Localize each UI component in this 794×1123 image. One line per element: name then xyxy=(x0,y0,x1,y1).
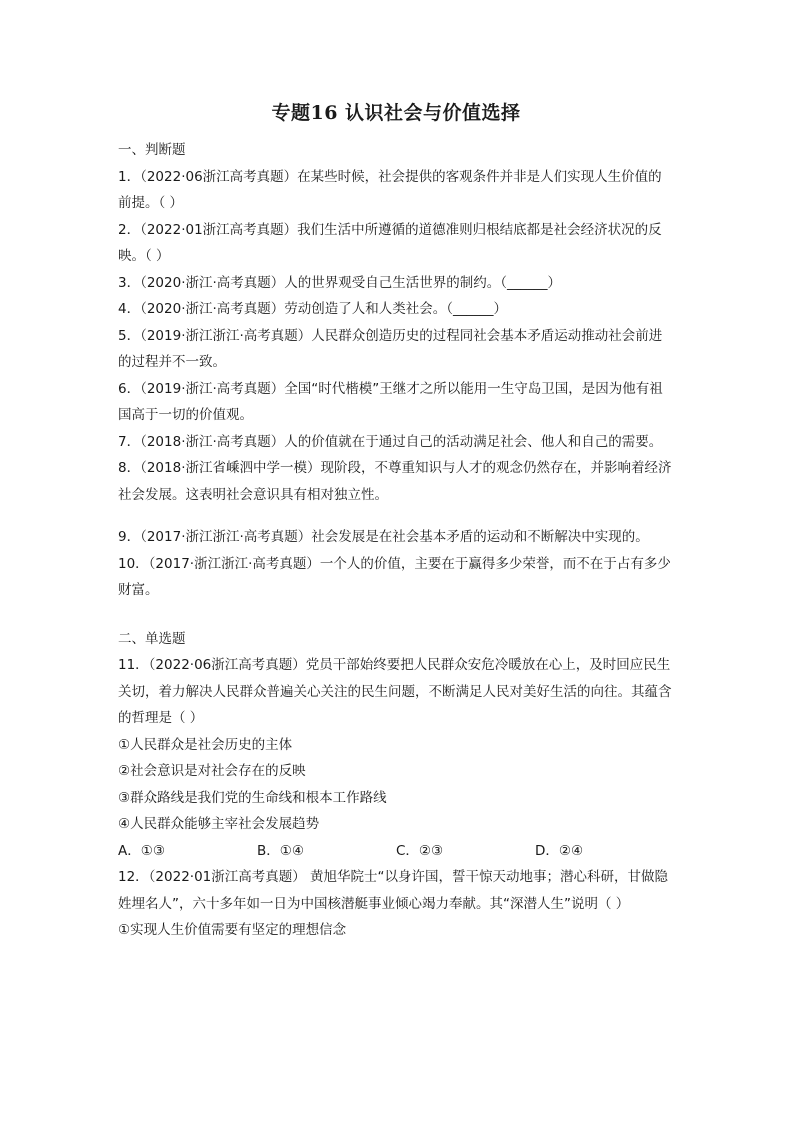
question-10: 10．（2017·浙江浙江·高考真题）一个人的价值，主要在于赢得多少荣誉，而不在于占有多少财富。 xyxy=(118,555,671,598)
choice-a: A．①③ xyxy=(118,842,165,859)
question-8: 8．（2018·浙江省嵊泗中学一模）现阶段，不尊重知识与人才的观念仍然存在，并影响着经济社会发展。这表明社会意识具有相对独立性。 xyxy=(118,460,672,503)
question-11-option-4: ④人民群众能够主宰社会发展趋势 xyxy=(118,816,320,832)
spacer xyxy=(118,508,674,524)
spacer xyxy=(118,604,674,626)
choice-c: C．②③ xyxy=(396,842,444,859)
question-9: 9．（2017·浙江浙江·高考真题）社会发展是在社会基本矛盾的运动和不断解决中实现的。 xyxy=(118,529,649,545)
question-7: 7．（2018·浙江·高考真题）人的价值就在于通过自己的活动满足社会、他人和自己的需要。 xyxy=(118,433,663,450)
question-12: 12．（2022·01浙江高考真题） 黄旭华院士“以身许国，誓干惊天动地事；潜心科研，甘做隐姓埋名人”，六十多年如一日为中国核潜艇事业倾心竭力奉献。其“深潜人生”说明（ ） xyxy=(118,869,669,912)
question-11-option-1: ①人民群众是社会历史的主体 xyxy=(118,736,293,753)
section-heading-single-choice: 二、单选题 xyxy=(118,630,186,647)
question-3: 3．（2020·浙江·高考真题）人的世界观受自己生活世界的制约。（______） xyxy=(118,274,562,291)
section-heading-judgement: 一、判断题 xyxy=(118,142,186,158)
question-11-option-3: ③群众路线是我们党的生命线和根本工作路线 xyxy=(118,789,387,806)
page-title: 专题16 认识社会与价值选择 xyxy=(271,102,521,124)
choice-b: B．①④ xyxy=(257,842,304,859)
question-11: 11．（2022·06浙江高考真题）党员干部始终要把人民群众安危冷暖放在心上，及时回应民生关切，着力解决人民群众普遍关心关注的民生问题，不断满足人民对美好生活的向往。其蕴含的哲理是（ ） xyxy=(118,657,672,726)
question-11-choices xyxy=(118,838,674,865)
question-1: 1．（2022·06浙江高考真题）在某些时候，社会提供的客观条件并非是人们实现人生价值的前提。（ ） xyxy=(118,168,662,211)
question-4: 4．（2020·浙江·高考真题）劳动创造了人和人类社会。（______） xyxy=(118,301,508,317)
question-5: 5．（2019·浙江浙江·高考真题）人民群众创造历史的过程同社会基本矛盾运动推动社会前进的过程并不一致。 xyxy=(118,327,663,370)
question-11-option-2: ②社会意识是对社会存在的反映 xyxy=(118,763,306,779)
choice-d: D．②④ xyxy=(535,842,584,859)
question-2: 2．（2022·01浙江高考真题）我们生活中所遵循的道德准则归根结底都是社会经济状况的反映。（ ） xyxy=(118,221,662,264)
question-6: 6．（2019·浙江·高考真题）全国“时代楷模”王继才之所以能用一生守岛卫国，是因为他有祖国高于一切的价值观。 xyxy=(118,380,663,423)
question-12-option-1: ①实现人生价值需要有坚定的理想信念 xyxy=(118,922,347,938)
